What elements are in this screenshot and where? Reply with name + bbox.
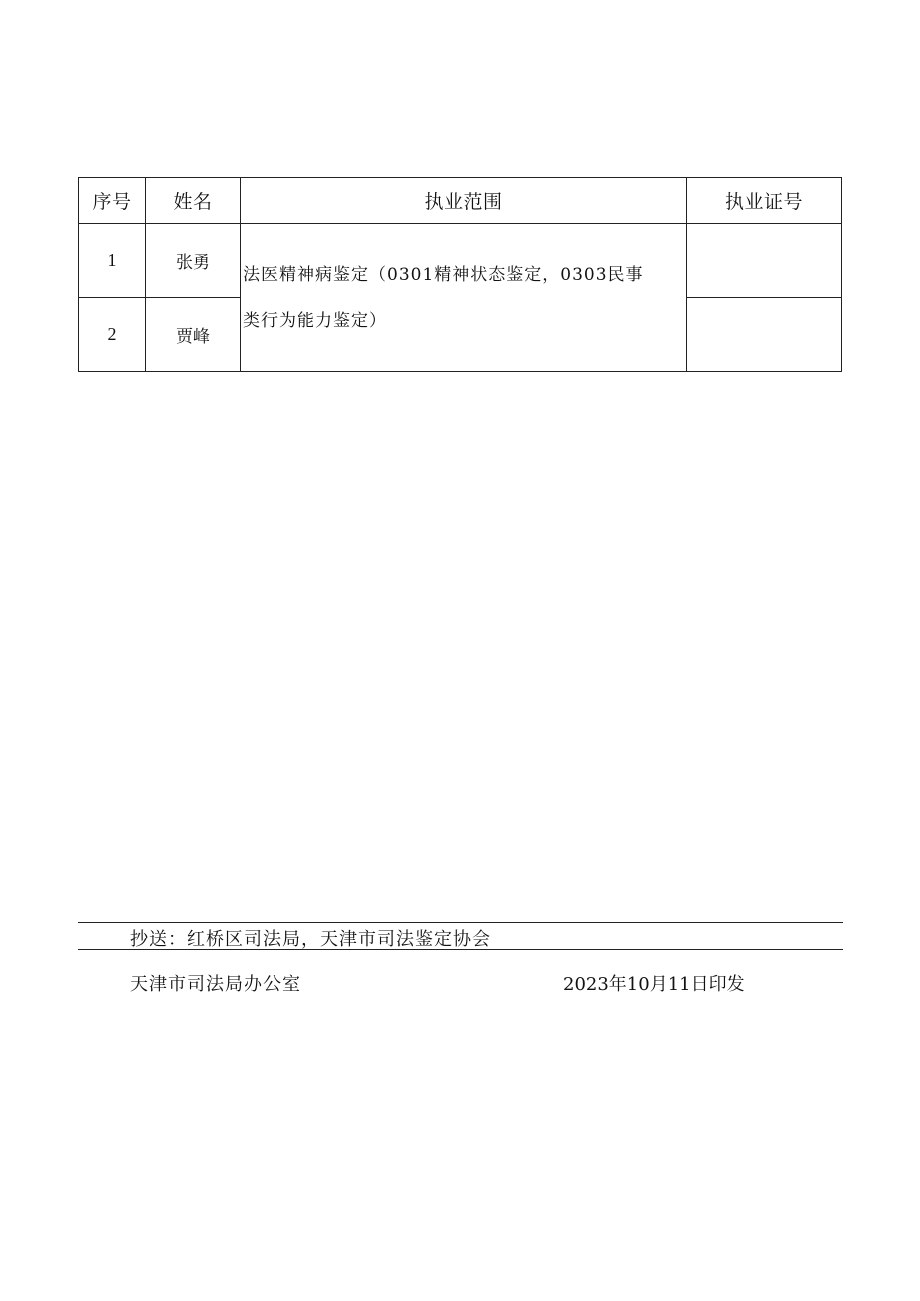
appraiser-table — [78, 177, 842, 372]
cc-divider-bottom — [78, 949, 843, 950]
issue-date: 2023年10月11日印发 — [563, 974, 745, 995]
row-license — [687, 298, 842, 372]
table-row — [79, 224, 842, 298]
row-name: 贾峰 — [146, 298, 241, 372]
header-license: 执业证号 — [687, 178, 842, 224]
row-name: 张勇 — [146, 224, 241, 298]
header-name: 姓名 — [146, 178, 241, 224]
header-index: 序号 — [79, 178, 146, 224]
row-index: 2 — [79, 298, 146, 372]
row-license — [687, 224, 842, 298]
row-scope: 法医精神病鉴定（0301精神状态鉴定，0303民事类行为能力鉴定） — [241, 224, 687, 372]
cc-divider-top — [78, 922, 843, 923]
header-scope: 执业范围 — [241, 178, 687, 224]
row-index: 1 — [79, 224, 146, 298]
issuing-office: 天津市司法局办公室 — [130, 974, 301, 995]
table-header-row — [79, 178, 842, 224]
cc-recipients: 抄送：红桥区司法局，天津市司法鉴定协会 — [130, 929, 491, 950]
